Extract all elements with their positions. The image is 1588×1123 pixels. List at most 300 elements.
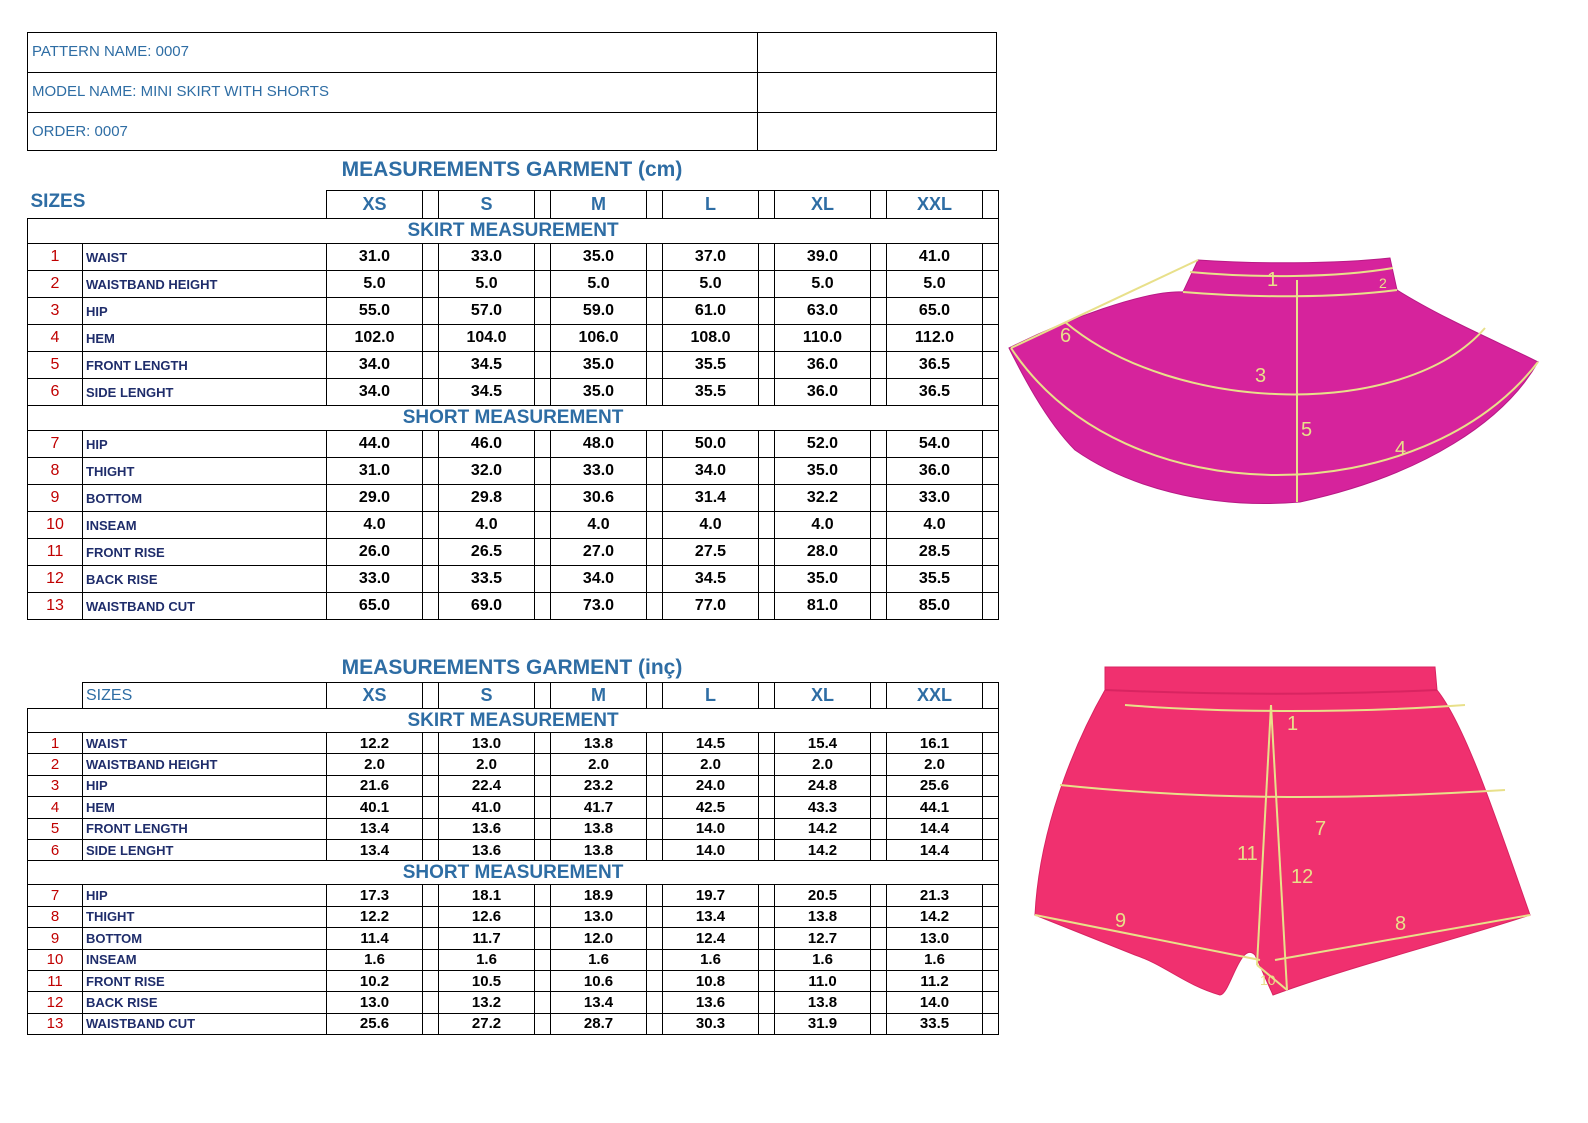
gap-cell: [759, 992, 775, 1013]
gap-cell: [647, 352, 663, 379]
gap-cell: [423, 512, 439, 539]
pattern-name: PATTERN NAME: 0007: [32, 43, 189, 60]
gap-cell: [423, 379, 439, 406]
gap-cell: [423, 271, 439, 298]
gap-cell: [871, 485, 887, 512]
table-row: [28, 775, 999, 796]
measurement-value: 13.6: [663, 992, 759, 1013]
measurement-value: 41.0: [887, 244, 983, 271]
table-row: [28, 754, 999, 775]
measurement-value: 1.6: [775, 949, 871, 970]
gap-cell: [535, 970, 551, 991]
table-row: [28, 818, 999, 839]
measurement-value: 31.0: [327, 458, 423, 485]
gap-cell: [423, 754, 439, 775]
row-number: 11: [28, 970, 83, 991]
measurement-value: 33.5: [887, 1013, 983, 1034]
row-number: 1: [28, 733, 83, 754]
row-number: 9: [28, 928, 83, 949]
measurement-value: 28.0: [775, 539, 871, 566]
gap-cell: [535, 539, 551, 566]
measurement-value: 2.0: [327, 754, 423, 775]
row-number: 11: [28, 539, 83, 566]
gap-cell: [983, 1013, 999, 1034]
measurement-value: 21.6: [327, 775, 423, 796]
table-row: [28, 839, 999, 860]
measurement-value: 28.7: [551, 1013, 647, 1034]
gap-cell: [647, 271, 663, 298]
row-number: 6: [28, 839, 83, 860]
size-header-xs: XS: [327, 191, 423, 219]
measurement-value: 16.1: [887, 733, 983, 754]
gap-cell: [423, 928, 439, 949]
gap-cell: [759, 379, 775, 406]
gap-cell: [871, 949, 887, 970]
sizes-label: SIZES: [83, 683, 327, 709]
gap-cell: [983, 839, 999, 860]
measurement-value: 13.0: [327, 992, 423, 1013]
measurement-value: 32.2: [775, 485, 871, 512]
gap-cell: [983, 191, 999, 219]
gap-cell: [871, 733, 887, 754]
table-row: [28, 298, 999, 325]
gap-cell: [423, 992, 439, 1013]
skirt-section-title: SKIRT MEASUREMENT: [28, 709, 999, 733]
skirt-section-title: SKIRT MEASUREMENT: [28, 219, 999, 244]
measurement-value: 24.0: [663, 775, 759, 796]
measurement-value: 35.5: [663, 352, 759, 379]
measurement-value: 12.0: [551, 928, 647, 949]
shorts-label-7: 7: [1315, 818, 1327, 840]
measurement-value: 40.1: [327, 797, 423, 818]
gap-cell: [759, 458, 775, 485]
gap-cell: [647, 379, 663, 406]
measurement-value: 29.8: [439, 485, 535, 512]
measurement-value: 25.6: [887, 775, 983, 796]
size-header-l: L: [663, 191, 759, 219]
measurement-value: 4.0: [439, 512, 535, 539]
measurement-value: 31.9: [775, 1013, 871, 1034]
gap-cell: [871, 431, 887, 458]
gap-cell: [983, 683, 999, 709]
gap-cell: [535, 271, 551, 298]
measurement-name: INSEAM: [83, 949, 327, 970]
gap-cell: [759, 512, 775, 539]
measurement-value: 10.8: [663, 970, 759, 991]
shorts-label-10: 10: [1260, 972, 1276, 988]
measurement-value: 31.4: [663, 485, 759, 512]
gap-cell: [423, 539, 439, 566]
shorts-label-9: 9: [1115, 910, 1127, 932]
measurement-value: 2.0: [439, 754, 535, 775]
measurement-value: 13.4: [327, 818, 423, 839]
gap-cell: [759, 244, 775, 271]
measurement-value: 11.0: [775, 970, 871, 991]
measurement-value: 11.7: [439, 928, 535, 949]
gap-cell: [983, 992, 999, 1013]
gap-cell: [983, 512, 999, 539]
measurement-value: 14.5: [663, 733, 759, 754]
measurement-value: 17.3: [327, 885, 423, 906]
gap-cell: [759, 797, 775, 818]
measurement-value: 5.0: [663, 271, 759, 298]
gap-cell: [871, 298, 887, 325]
gap-cell: [759, 566, 775, 593]
gap-cell: [647, 775, 663, 796]
measurement-value: 57.0: [439, 298, 535, 325]
gap-cell: [423, 485, 439, 512]
measurement-value: 14.0: [663, 839, 759, 860]
table-row: [28, 949, 999, 970]
measurement-value: 28.5: [887, 539, 983, 566]
measurement-name: THIGHT: [83, 458, 327, 485]
measurement-name: FRONT LENGTH: [83, 818, 327, 839]
measurement-value: 14.0: [663, 818, 759, 839]
gap-cell: [871, 928, 887, 949]
measurement-value: 13.0: [551, 906, 647, 927]
gap-cell: [423, 818, 439, 839]
gap-cell: [535, 775, 551, 796]
gap-cell: [871, 271, 887, 298]
measurement-name: HIP: [83, 775, 327, 796]
skirt-section-row: [28, 219, 999, 244]
sizes-label: SIZES: [30, 190, 86, 212]
table-row: [28, 566, 999, 593]
gap-cell: [871, 458, 887, 485]
measurement-name: HEM: [83, 325, 327, 352]
measurement-name: HIP: [83, 885, 327, 906]
skirt-photo: [1005, 250, 1545, 515]
gap-cell: [983, 271, 999, 298]
measurement-name: WAISTBAND HEIGHT: [83, 754, 327, 775]
measurement-value: 41.0: [439, 797, 535, 818]
measurement-value: 2.0: [551, 754, 647, 775]
row-number: 2: [28, 754, 83, 775]
row-number: 10: [28, 949, 83, 970]
gap-cell: [759, 949, 775, 970]
gap-cell: [647, 818, 663, 839]
row-number: 8: [28, 458, 83, 485]
measurement-value: 1.6: [663, 949, 759, 970]
measurement-value: 14.2: [775, 818, 871, 839]
gap-cell: [983, 928, 999, 949]
measurement-name: HIP: [83, 431, 327, 458]
gap-cell: [759, 539, 775, 566]
gap-cell: [423, 191, 439, 219]
measurement-name: THIGHT: [83, 906, 327, 927]
measurement-value: 10.6: [551, 970, 647, 991]
measurement-value: 4.0: [327, 512, 423, 539]
gap-cell: [759, 325, 775, 352]
gap-cell: [423, 325, 439, 352]
gap-cell: [423, 885, 439, 906]
gap-cell: [871, 754, 887, 775]
gap-cell: [647, 733, 663, 754]
gap-cell: [871, 839, 887, 860]
measurement-value: 19.7: [663, 885, 759, 906]
measurement-value: 34.0: [663, 458, 759, 485]
measurement-value: 33.0: [439, 244, 535, 271]
gap-cell: [871, 775, 887, 796]
measurement-value: 27.5: [663, 539, 759, 566]
table-row: [28, 539, 999, 566]
measurement-value: 4.0: [551, 512, 647, 539]
measurement-value: 73.0: [551, 593, 647, 620]
measurement-value: 33.0: [887, 485, 983, 512]
gap-cell: [647, 754, 663, 775]
gap-cell: [871, 191, 887, 219]
gap-cell: [983, 485, 999, 512]
measurement-value: 24.8: [775, 775, 871, 796]
shorts-label-8: 8: [1395, 913, 1407, 935]
gap-cell: [871, 818, 887, 839]
measurement-value: 20.5: [775, 885, 871, 906]
model-name: MODEL NAME: MINI SKIRT WITH SHORTS: [32, 83, 329, 100]
gap-cell: [983, 949, 999, 970]
measurement-value: 2.0: [663, 754, 759, 775]
gap-cell: [759, 1013, 775, 1034]
measurement-value: 4.0: [887, 512, 983, 539]
table-row: [28, 928, 999, 949]
gap-cell: [871, 593, 887, 620]
measurement-name: WAISTBAND CUT: [83, 1013, 327, 1034]
measurement-value: 36.0: [775, 379, 871, 406]
gap-cell: [983, 325, 999, 352]
gap-cell: [871, 683, 887, 709]
gap-cell: [983, 298, 999, 325]
sizes-row: [28, 683, 999, 709]
gap-cell: [423, 352, 439, 379]
shorts-shape: [1035, 667, 1530, 995]
measurement-value: 41.7: [551, 797, 647, 818]
gap-cell: [423, 298, 439, 325]
gap-cell: [759, 928, 775, 949]
gap-cell: [423, 906, 439, 927]
measurement-value: 61.0: [663, 298, 759, 325]
gap-cell: [535, 485, 551, 512]
gap-cell: [535, 885, 551, 906]
measurement-value: 42.5: [663, 797, 759, 818]
order-number: ORDER: 0007: [32, 123, 128, 140]
measurement-name: FRONT LENGTH: [83, 352, 327, 379]
gap-cell: [871, 325, 887, 352]
measurement-value: 32.0: [439, 458, 535, 485]
measurement-value: 29.0: [327, 485, 423, 512]
table-row: [28, 431, 999, 458]
gap-cell: [535, 949, 551, 970]
cm-table-title: MEASUREMENTS GARMENT (cm): [341, 158, 683, 181]
measurement-value: 14.0: [887, 992, 983, 1013]
table-row: [28, 885, 999, 906]
row-number: 9: [28, 485, 83, 512]
gap-cell: [535, 298, 551, 325]
measurement-value: 34.0: [327, 352, 423, 379]
gap-cell: [871, 352, 887, 379]
measurement-value: 34.0: [551, 566, 647, 593]
gap-cell: [983, 458, 999, 485]
measurement-value: 48.0: [551, 431, 647, 458]
measurement-value: 33.0: [551, 458, 647, 485]
measurement-value: 81.0: [775, 593, 871, 620]
measurement-value: 69.0: [439, 593, 535, 620]
table-row: [28, 458, 999, 485]
gap-cell: [647, 298, 663, 325]
measurement-value: 31.0: [327, 244, 423, 271]
measurement-name: INSEAM: [83, 512, 327, 539]
shorts-label-1: 1: [1287, 713, 1299, 735]
gap-cell: [871, 512, 887, 539]
gap-cell: [871, 379, 887, 406]
gap-cell: [647, 683, 663, 709]
skirt-label-6: 6: [1060, 325, 1072, 347]
cm-measurement-table: [27, 190, 999, 620]
measurement-name: WAIST: [83, 733, 327, 754]
gap-cell: [535, 566, 551, 593]
row-number: 4: [28, 325, 83, 352]
measurement-value: 13.4: [551, 992, 647, 1013]
measurement-value: 26.5: [439, 539, 535, 566]
gap-cell: [983, 797, 999, 818]
gap-cell: [423, 566, 439, 593]
measurement-value: 11.2: [887, 970, 983, 991]
gap-cell: [871, 244, 887, 271]
gap-cell: [983, 539, 999, 566]
gap-cell: [535, 928, 551, 949]
gap-cell: [983, 566, 999, 593]
table-row: [28, 271, 999, 298]
measurement-value: 2.0: [775, 754, 871, 775]
gap-cell: [423, 458, 439, 485]
gap-cell: [423, 1013, 439, 1034]
gap-cell: [535, 818, 551, 839]
measurement-value: 35.5: [663, 379, 759, 406]
measurement-value: 13.6: [439, 818, 535, 839]
measurement-value: 37.0: [663, 244, 759, 271]
measurement-value: 21.3: [887, 885, 983, 906]
gap-cell: [871, 992, 887, 1013]
measurement-value: 25.6: [327, 1013, 423, 1034]
measurement-value: 5.0: [775, 271, 871, 298]
gap-cell: [535, 379, 551, 406]
short-section-row: [28, 861, 999, 885]
skirt-shape: [1009, 258, 1538, 503]
gap-cell: [647, 949, 663, 970]
size-header-m: M: [551, 683, 647, 709]
measurement-value: 1.6: [327, 949, 423, 970]
gap-cell: [759, 906, 775, 927]
measurement-value: 35.0: [775, 566, 871, 593]
measurement-value: 1.6: [439, 949, 535, 970]
gap-cell: [759, 683, 775, 709]
table-row: [28, 379, 999, 406]
gap-cell: [871, 566, 887, 593]
gap-cell: [423, 244, 439, 271]
size-header-s: S: [439, 191, 535, 219]
measurement-value: 35.0: [551, 244, 647, 271]
measurement-value: 34.0: [327, 379, 423, 406]
measurement-value: 13.4: [663, 906, 759, 927]
measurement-value: 36.5: [887, 379, 983, 406]
measurement-value: 15.4: [775, 733, 871, 754]
short-section-title: SHORT MEASUREMENT: [28, 406, 999, 431]
gap-cell: [759, 271, 775, 298]
measurement-value: 104.0: [439, 325, 535, 352]
measurement-value: 44.1: [887, 797, 983, 818]
shorts-label-11: 11: [1237, 843, 1258, 865]
gap-cell: [535, 839, 551, 860]
measurement-value: 52.0: [775, 431, 871, 458]
header-divider: [757, 33, 758, 150]
measurement-value: 5.0: [439, 271, 535, 298]
gap-cell: [647, 593, 663, 620]
measurement-value: 18.1: [439, 885, 535, 906]
measurement-name: WAISTBAND CUT: [83, 593, 327, 620]
gap-cell: [535, 458, 551, 485]
measurement-name: WAISTBAND HEIGHT: [83, 271, 327, 298]
measurement-value: 12.2: [327, 906, 423, 927]
gap-cell: [647, 485, 663, 512]
measurement-value: 59.0: [551, 298, 647, 325]
table-row: [28, 797, 999, 818]
row-number: 12: [28, 566, 83, 593]
measurement-value: 23.2: [551, 775, 647, 796]
measurement-value: 13.0: [439, 733, 535, 754]
gap-cell: [423, 949, 439, 970]
row-number: 4: [28, 797, 83, 818]
table-row: [28, 593, 999, 620]
gap-cell: [759, 754, 775, 775]
row-number: 7: [28, 885, 83, 906]
gap-cell: [983, 733, 999, 754]
measurement-value: 108.0: [663, 325, 759, 352]
gap-cell: [759, 885, 775, 906]
measurement-value: 18.9: [551, 885, 647, 906]
row-number: 3: [28, 775, 83, 796]
measurement-value: 50.0: [663, 431, 759, 458]
measurement-value: 43.3: [775, 797, 871, 818]
gap-cell: [423, 797, 439, 818]
measurement-value: 12.4: [663, 928, 759, 949]
measurement-value: 13.8: [551, 839, 647, 860]
gap-cell: [535, 325, 551, 352]
table-row: [28, 1013, 999, 1034]
row-number: 13: [28, 593, 83, 620]
short-section-title: SHORT MEASUREMENT: [28, 861, 999, 885]
measurement-name: SIDE LENGHT: [83, 839, 327, 860]
gap-cell: [759, 298, 775, 325]
gap-cell: [535, 593, 551, 620]
gap-cell: [871, 885, 887, 906]
table-row: [28, 485, 999, 512]
gap-cell: [759, 733, 775, 754]
gap-cell: [535, 797, 551, 818]
measurement-name: HEM: [83, 797, 327, 818]
gap-cell: [871, 970, 887, 991]
gap-cell: [871, 906, 887, 927]
measurement-value: 65.0: [327, 593, 423, 620]
gap-cell: [647, 191, 663, 219]
table-row: [28, 733, 999, 754]
measurement-value: 4.0: [775, 512, 871, 539]
gap-cell: [647, 539, 663, 566]
measurement-value: 30.6: [551, 485, 647, 512]
measurement-name: FRONT RISE: [83, 539, 327, 566]
gap-cell: [535, 683, 551, 709]
gap-cell: [535, 244, 551, 271]
gap-cell: [647, 244, 663, 271]
measurement-value: 12.7: [775, 928, 871, 949]
measurement-value: 14.2: [775, 839, 871, 860]
